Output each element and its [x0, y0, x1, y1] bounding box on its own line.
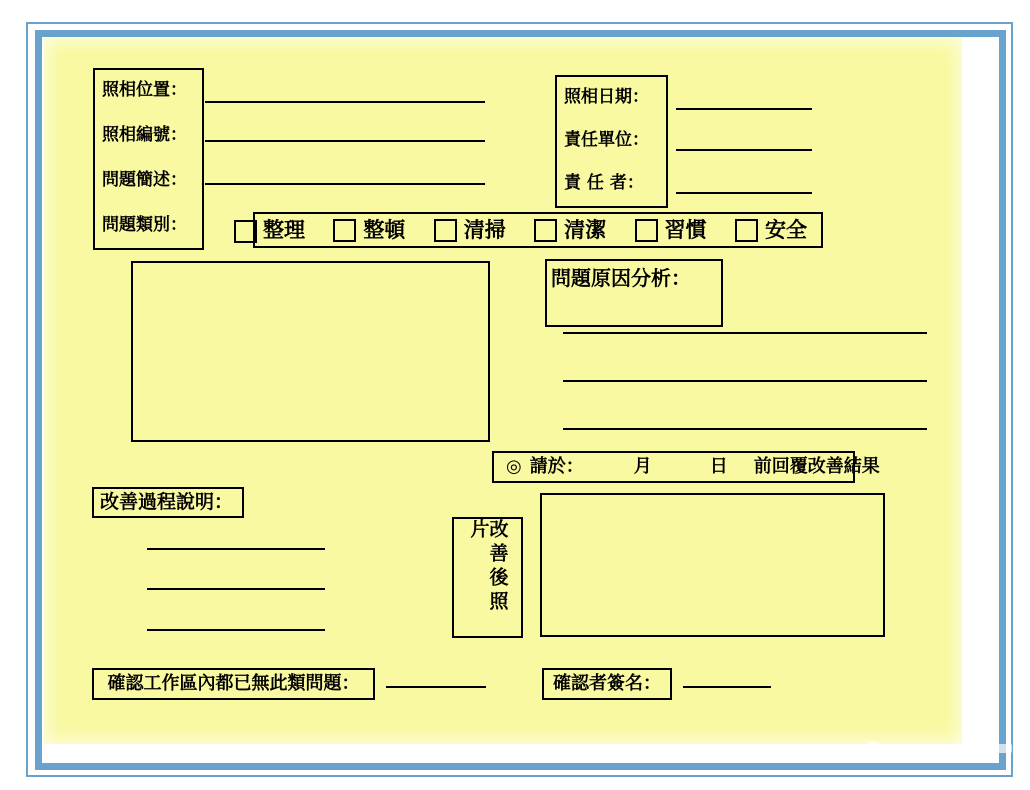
- category-item: [735, 214, 807, 246]
- photo-number-label: 照相編號：: [102, 125, 187, 145]
- reply-day-label: 日: [709, 456, 728, 477]
- improvement-line-3[interactable]: [147, 629, 325, 631]
- signature-label-box: [542, 668, 672, 700]
- photo-info-label-box: [93, 68, 204, 250]
- reply-deadline-note: [492, 451, 880, 483]
- category-item: [263, 214, 305, 246]
- reply-suffix-label: 前回覆改善結果: [753, 456, 880, 477]
- confirm-label: 確認工作區內都已無此類問題：: [107, 673, 360, 694]
- cause-analysis-line-3[interactable]: [563, 428, 927, 430]
- category-label: 安全: [764, 217, 807, 242]
- checkbox-icon[interactable]: [534, 219, 557, 242]
- category-item: [534, 214, 606, 246]
- category-item: [434, 214, 506, 246]
- improvement-line-2[interactable]: [147, 588, 325, 590]
- category-label: 整理: [263, 217, 305, 242]
- responsible-person-label: 責 任 者：: [564, 173, 644, 193]
- category-label: 清掃: [463, 217, 506, 242]
- responsible-person-input-line[interactable]: [676, 192, 812, 194]
- cause-analysis-line-2[interactable]: [563, 380, 927, 382]
- confirm-input-line[interactable]: [386, 686, 486, 688]
- reply-month-label: 月: [633, 456, 652, 477]
- after-photo-label: 改善後照片: [467, 519, 509, 615]
- confirm-label-box: [92, 668, 375, 700]
- after-photo-area[interactable]: [540, 493, 885, 637]
- checkbox-icon[interactable]: [434, 219, 457, 242]
- responsible-unit-label: 責任單位：: [564, 130, 649, 150]
- category-checkbox-row: [253, 212, 823, 248]
- responsibility-label-box: [555, 75, 668, 208]
- reply-prefix-label: 請於：: [529, 456, 584, 477]
- problem-brief-label: 問題簡述：: [102, 170, 187, 190]
- cause-analysis-label-box: [545, 259, 723, 327]
- watermark-camera-icon: [866, 741, 881, 755]
- responsible-unit-input-line[interactable]: [676, 149, 812, 151]
- checkbox-icon[interactable]: [735, 219, 758, 242]
- photo-location-label: 照相位置：: [102, 80, 187, 100]
- signature-input-line[interactable]: [683, 686, 771, 688]
- category-item: [635, 214, 707, 246]
- cause-analysis-label: 問題原因分析：: [551, 266, 691, 290]
- checkbox-icon[interactable]: [333, 219, 356, 242]
- watermark: [866, 739, 1012, 757]
- improvement-label: 改善過程說明：: [100, 491, 234, 513]
- category-label: 整頓: [363, 217, 406, 242]
- category-item: [333, 214, 405, 246]
- cause-analysis-line-1[interactable]: [563, 332, 927, 334]
- problem-photo-area[interactable]: [131, 261, 490, 442]
- photo-location-input-line[interactable]: [205, 101, 485, 103]
- photo-number-input-line[interactable]: [205, 140, 485, 142]
- photo-date-label: 照相日期：: [564, 87, 649, 107]
- bullseye-icon: ◎: [506, 456, 522, 477]
- after-photo-label-box: [452, 517, 523, 638]
- signature-label: 確認者簽名：: [553, 673, 661, 694]
- improvement-line-1[interactable]: [147, 548, 325, 550]
- photo-date-input-line[interactable]: [676, 108, 812, 110]
- category-label: 習慣: [664, 217, 707, 242]
- problem-category-label: 問題類別：: [102, 215, 187, 235]
- checkbox-icon[interactable]: [234, 220, 257, 243]
- category-label: 清潔: [564, 217, 607, 242]
- problem-brief-input-line[interactable]: [205, 183, 485, 185]
- checkbox-icon[interactable]: [635, 219, 658, 242]
- improvement-label-box: [92, 487, 244, 518]
